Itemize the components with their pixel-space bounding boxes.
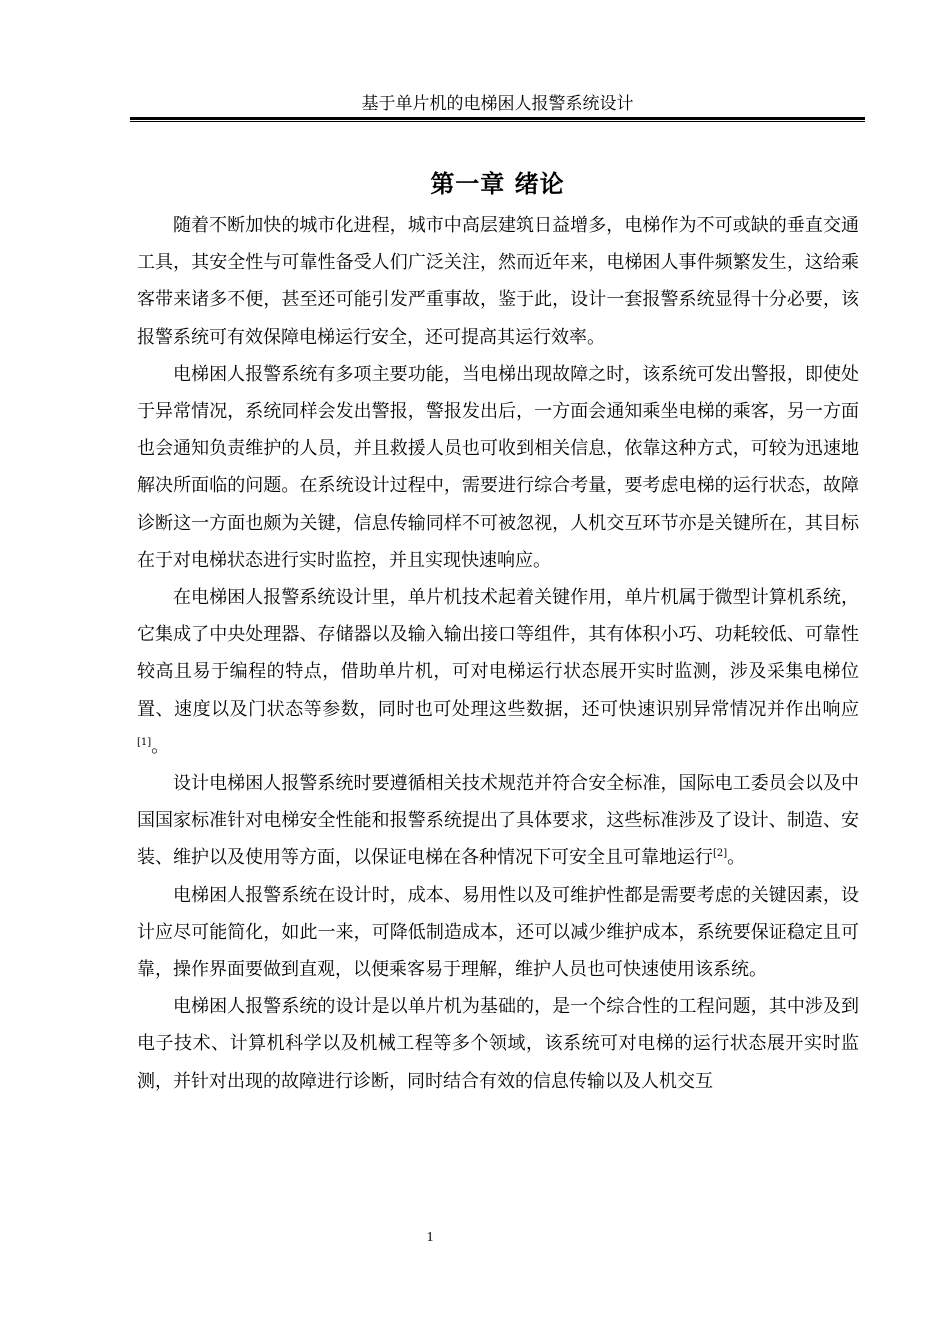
citation-marker: [2] — [713, 848, 728, 860]
paragraph-text: 随着不断加快的城市化进程，城市中高层建筑日益增多，电梯作为不可或缺的垂直交通工具，其安全性与可靠性备受人们广泛关注，然而近年来，电梯困人事件频繁发生，这给乘客带来诸多不便，甚至还可能引发严重事故，鉴于此，设计一套报警系统显得十分必要，该报警系统可有效保障电梯运行安全，还可提高其运行效率。 — [137, 215, 859, 348]
paragraph-1 — [137, 207, 859, 356]
header-rule — [130, 117, 865, 122]
paragraph-5 — [137, 877, 859, 989]
paragraph-3 — [137, 579, 859, 765]
paragraph-text: 电梯困人报警系统的设计是以单片机为基础的，是一个综合性的工程问题，其中涉及到电子技术、计算机科学以及机械工程等多个领域，该系统可对电梯的运行状态展开实时监测，并针对出现的故障进行诊断，同时结合有效的信息传输以及人机交互 — [137, 996, 859, 1092]
citation-marker: [1] — [137, 736, 152, 748]
paragraph-6 — [137, 988, 859, 1100]
paragraph-4 — [137, 765, 859, 877]
paragraph-text: 电梯困人报警系统在设计时，成本、易用性以及可维护性都是需要考虑的关键因素，设计应尽可能简化，如此一来，可降低制造成本，还可以减少维护成本，系统要保证稳定且可靠，操作界面要做到直观，以便乘客易于理解，维护人员也可快速使用该系统。 — [137, 884, 859, 981]
chapter-title: 第一章 绪论 — [430, 170, 565, 199]
paragraph-2 — [137, 356, 859, 579]
page-number: 1 — [426, 1230, 434, 1245]
running-header: 基于单片机的电梯困人报警系统设计 — [361, 94, 634, 114]
paragraph-text: 设计电梯困人报警系统时要遵循相关技术规范并符合安全标准，国际电工委员会以及中国国家标准针对电梯安全性能和报警系统提出了具体要求，这些标准涉及了设计、制造、安装、维护以及使用等方面，以保证电梯在各种情况下可安全且可靠地运行 — [137, 773, 859, 869]
paragraph-end: 。 — [151, 735, 170, 757]
paragraph-end: 。 — [727, 847, 746, 869]
paragraph-text: 电梯困人报警系统有多项主要功能，当电梯出现故障之时，该系统可发出警报，即使处于异常情况，系统同样会发出警报，警报发出后，一方面会通知乘坐电梯的乘客，另一方面也会通知负责维护的人员，并且救援人员也可收到相关信息，依靠这种方式，可较为迅速地解决所面临的问题。在系统设计过程中，需要进行综合考量，要考虑电梯的运行状态，故障诊断这一方面也颇为关键，信息传输同样不可被忽视，人机交互环节亦是关键所在，其目标在于对电梯状态进行实时监控，并且实现快速响应。 — [137, 363, 859, 571]
body-text — [137, 207, 859, 1100]
paragraph-text: 在电梯困人报警系统设计里，单片机技术起着关键作用，单片机属于微型计算机系统，它集成了中央处理器、存储器以及输入输出接口等组件，其有体积小巧、功耗较低、可靠性较高且易于编程的特点，借助单片机，可对电梯运行状态展开实时监测，涉及采集电梯位置、速度以及门状态等参数，同时也可处理这些数据，还可快速识别异常情况并作出响应 — [137, 587, 859, 720]
